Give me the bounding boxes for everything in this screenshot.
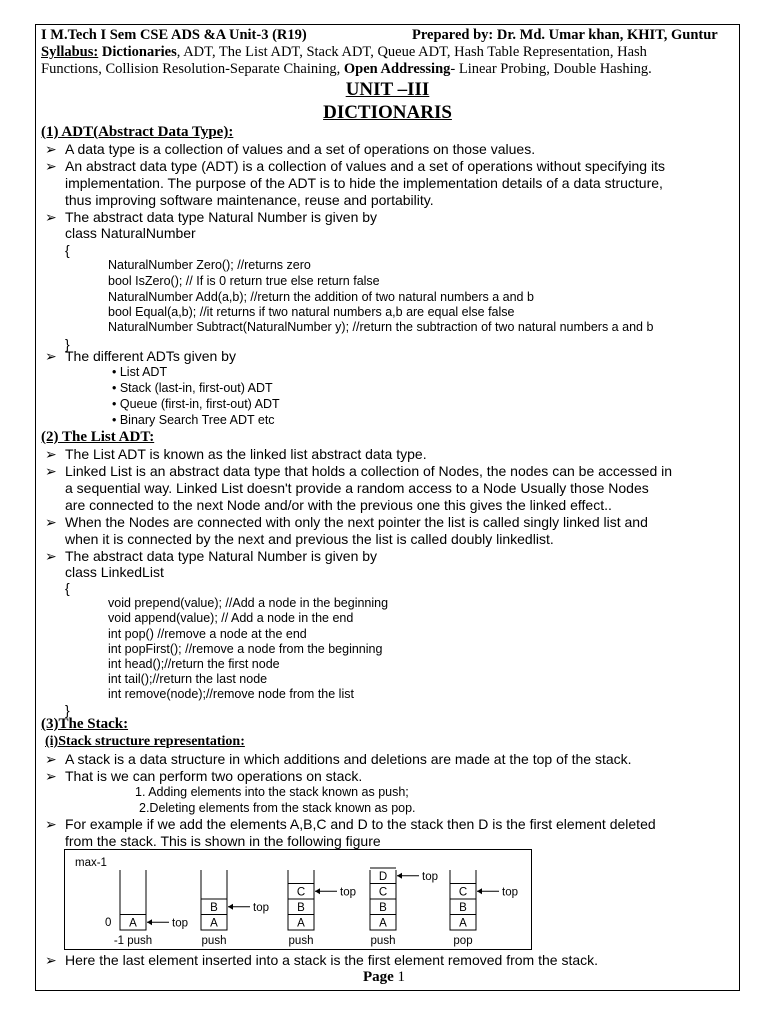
adt-bullet-3-text: The abstract data type Natural Number is given by — [65, 209, 378, 225]
list-brace-close: } — [65, 702, 70, 718]
syllabus-line2-b: - Linear Probing, Double Hashing. — [450, 61, 652, 77]
adt-bullet-1 — [45, 141, 535, 158]
nn-code-5: NaturalNumber Subtract(NaturalNumber y); //return the subtraction of two natural numbers a and b — [108, 320, 654, 334]
ll-code-3: int pop() //remove a node at the end — [108, 627, 307, 641]
stack-cell: B — [297, 902, 305, 914]
adt-bullet-2-line-2: implementation. The purpose of the ADT is to hide the implementation details of a data structure, — [65, 175, 663, 191]
bullet-arrow-icon: ➢ — [45, 548, 57, 564]
stack-cell: A — [129, 917, 137, 930]
top-label: top — [502, 886, 518, 899]
top-label: top — [422, 870, 438, 883]
page-number-value: 1 — [397, 969, 406, 985]
list-bullet-3-line-1: When the Nodes are connected with only the next pointer the list is called singly linked list and — [65, 514, 648, 530]
list-bullet-1 — [45, 446, 427, 463]
topic-title: DICTIONARIS — [323, 102, 452, 123]
adt-bullet-2-line-1: An abstract data type (ADT) is a collection of values and a set of operations without specifying its — [65, 158, 665, 174]
adt-bullet-4-text: The different ADTs given by — [65, 348, 236, 364]
bullet-arrow-icon: ➢ — [45, 158, 57, 174]
stack-cell: A — [297, 917, 305, 930]
adt-bullet-2-line-3: thus improving software maintenance, reuse and portability. — [65, 192, 434, 208]
list-class-name: class LinkedList — [65, 564, 164, 580]
syllabus-line1-rest: , ADT, The List ADT, Stack ADT, Queue ADT, Hash Table Representation, Hash — [176, 44, 647, 60]
bullet-arrow-icon: ➢ — [45, 816, 57, 832]
course-title: I M.Tech I Sem CSE ADS &A Unit-3 (R19) — [41, 27, 307, 43]
stack-cell: A — [210, 917, 218, 930]
stack-figure-svg — [65, 850, 533, 951]
stack-op-1: 1. Adding elements into the stack known as push; — [135, 785, 409, 799]
bullet-arrow-icon: ➢ — [45, 768, 57, 784]
list-bullet-3-line-2: when it is connected by the next and previous the list is called doubly linkedlist. — [65, 531, 554, 547]
stack-bullet-2-text: That is we can perform two operations on stack. — [65, 768, 363, 784]
ll-code-4: int popFirst(); //remove a node from the beginning — [108, 642, 383, 656]
syllabus-dictionaries: Dictionaries — [101, 44, 177, 60]
nn-code-2: bool IsZero(); // If is 0 return true else return false — [108, 274, 380, 288]
syllabus-line-2 — [41, 61, 652, 78]
list-bullet-2-line-2: a sequential way. Linked List doesn't provide a random access to a Node Usually those Nodes — [65, 480, 649, 496]
list-bullet-2 — [45, 463, 672, 480]
stack-bullet-1 — [45, 751, 632, 768]
top-label: top — [340, 886, 356, 899]
stack-bullet-3-line-1: For example if we add the elements A,B,C and D to the stack then D is the first element deleted — [65, 816, 656, 832]
bullet-arrow-icon: ➢ — [45, 952, 57, 968]
list-bullet-4-text: The abstract data type Natural Number is given by — [65, 548, 378, 564]
adt-list-item-1: • List ADT — [112, 365, 168, 379]
list-bullet-3 — [45, 514, 648, 531]
syllabus-line-1 — [41, 44, 647, 61]
bullet-arrow-icon: ➢ — [45, 446, 57, 462]
stack-subheading: (i)Stack structure representation: — [45, 734, 245, 749]
page-label: Page — [362, 969, 394, 985]
bullet-arrow-icon: ➢ — [45, 141, 57, 157]
stack-cell: A — [459, 917, 467, 930]
page-number — [0, 969, 768, 986]
stack-bullet-3 — [45, 816, 656, 833]
list-bullet-2-line-1: Linked List is an abstract data type that holds a collection of Nodes, the nodes can be accessed in — [65, 463, 673, 479]
nn-code-1: NaturalNumber Zero(); //returns zero — [108, 258, 311, 272]
stack-cell: B — [210, 902, 218, 914]
adt-list-item-3: • Queue (first-in, first-out) ADT — [112, 397, 280, 411]
ll-code-1: void prepend(value); //Add a node in the beginning — [108, 596, 389, 610]
stack-bullet-4 — [45, 952, 598, 969]
nn-code-4: bool Equal(a,b); //it returns if two natural numbers a,b are equal else false — [108, 305, 515, 319]
list-bullet-2-line-3: are connected to the next Node and/or with the previous one this gives the linked effect.. — [65, 497, 612, 513]
stack-cell: B — [459, 902, 467, 914]
adt-bullet-4 — [45, 348, 236, 365]
adt-list-item-4: • Binary Search Tree ADT etc — [112, 413, 275, 427]
stack-cell: B — [379, 902, 387, 914]
stack-caption: -1 push — [113, 935, 153, 947]
arrow-head-icon — [477, 888, 482, 894]
list-bullet-4 — [45, 548, 377, 565]
bullet-arrow-icon: ➢ — [45, 751, 57, 767]
bullet-arrow-icon: ➢ — [45, 514, 57, 530]
unit-title: UNIT –III — [345, 79, 430, 100]
stack-caption: pop — [453, 935, 473, 947]
stack-op-2: 2.Deleting elements from the stack known as pop. — [139, 801, 416, 815]
stack-cell: C — [458, 886, 468, 899]
prepared-by: Prepared by: Dr. Md. Umar khan, KHIT, Guntur — [412, 27, 718, 43]
arrow-head-icon — [228, 904, 233, 910]
bullet-arrow-icon: ➢ — [45, 348, 57, 364]
adt-bullet-1-text: A data type is a collection of values and a set of operations on those values. — [65, 141, 536, 157]
bullet-arrow-icon: ➢ — [45, 209, 57, 225]
stack-caption: push — [201, 935, 227, 947]
brace-open: { — [65, 242, 70, 258]
list-bullet-1-text: The List ADT is known as the linked list abstract data type. — [65, 446, 427, 462]
arrow-head-icon — [315, 888, 320, 894]
stack-cell: C — [378, 886, 388, 899]
arrow-head-icon — [147, 919, 152, 925]
stack-bullet-3-line-2: from the stack. This is shown in the following figure — [65, 833, 381, 849]
list-brace-open: { — [65, 580, 70, 596]
nn-code-3: NaturalNumber Add(a,b); //return the addition of two natural numbers a and b — [108, 290, 534, 304]
syllabus-open-addressing: Open Addressing — [343, 61, 451, 77]
stack-caption: push — [288, 935, 314, 947]
stack-cell: D — [378, 871, 388, 883]
top-label: top — [253, 901, 269, 914]
ll-code-6: int tail();//return the last node — [108, 672, 268, 686]
arrow-head-icon — [397, 873, 402, 879]
adt-class-name: class NaturalNumber — [65, 225, 196, 241]
list-heading: (2) The List ADT: — [41, 429, 155, 445]
stack-bullet-1-text: A stack is a data structure in which additions and deletions are made at the top of the stack. — [65, 751, 632, 767]
ll-code-5: int head();//return the first node — [108, 657, 280, 671]
brace-close: } — [65, 336, 70, 352]
ll-code-2: void append(value); // Add a node in the end — [108, 611, 354, 625]
syllabus-label: Syllabus: — [41, 44, 99, 60]
stack-cell: A — [379, 917, 387, 930]
adt-list-item-2: • Stack (last-in, first-out) ADT — [112, 381, 273, 395]
adt-bullet-2 — [45, 158, 665, 175]
stack-bullet-4-text: Here the last element inserted into a stack is the first element removed from the stack. — [65, 952, 599, 968]
stack-caption: push — [370, 935, 396, 947]
stack-cell: C — [296, 886, 306, 899]
bullet-arrow-icon: ➢ — [45, 463, 57, 479]
adt-bullet-3 — [45, 209, 377, 226]
ll-code-7: int remove(node);//remove node from the list — [108, 687, 354, 701]
stack-heading: (3)The Stack: — [41, 716, 129, 732]
stack-figure — [64, 849, 532, 950]
syllabus-line2-a: Functions, Collision Resolution-Separate Chaining, — [41, 61, 344, 77]
adt-heading: (1) ADT(Abstract Data Type): — [41, 124, 234, 140]
top-label: top — [172, 917, 188, 930]
stack-bullet-2 — [45, 768, 362, 785]
max-label: max-1 — [75, 857, 107, 869]
zero-label: 0 — [105, 917, 112, 929]
